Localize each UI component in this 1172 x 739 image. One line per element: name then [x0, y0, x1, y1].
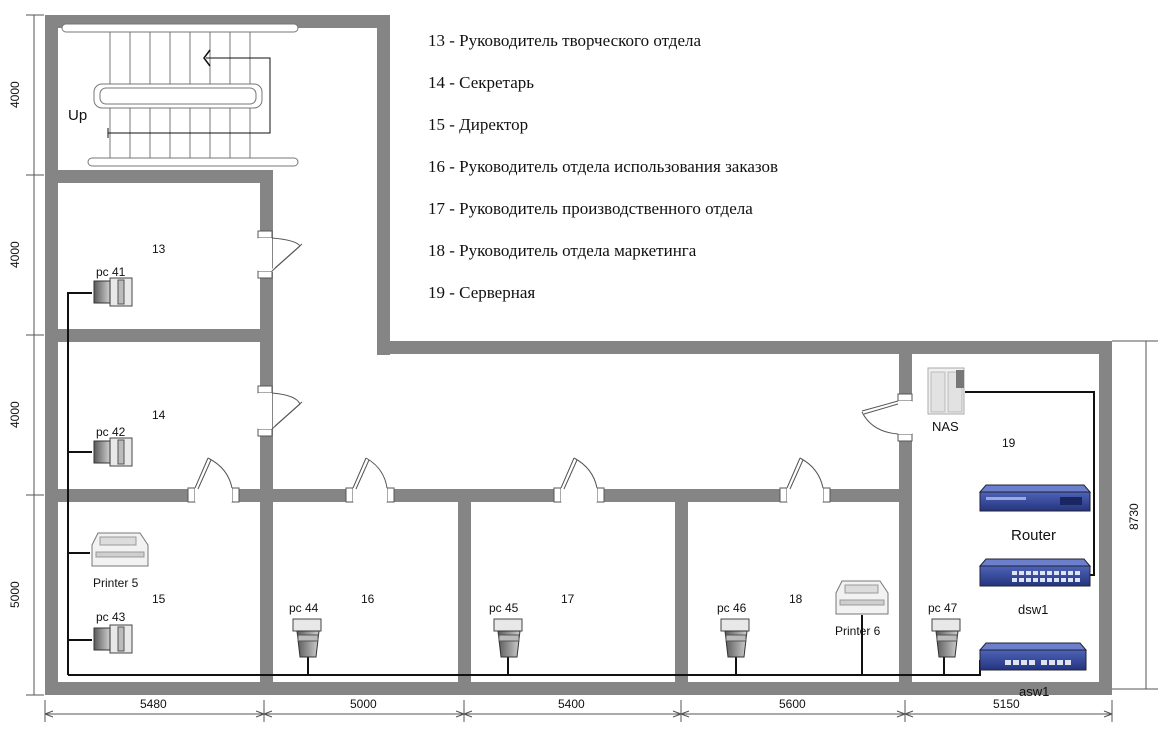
pc-44[interactable]: [289, 601, 321, 657]
wall-outer-bottom: [45, 682, 1112, 695]
nas-device[interactable]: [928, 368, 964, 434]
legend-item-16: 16 - Руководитель отдела использования заказов: [428, 157, 779, 176]
door-14: [258, 386, 302, 436]
room-13-number: 13: [152, 242, 166, 256]
room-18-number: 18: [789, 592, 803, 606]
pc-45-label: pc 45: [489, 601, 519, 615]
door-16: [346, 458, 394, 502]
pc-42[interactable]: [94, 425, 132, 466]
pc-43[interactable]: [94, 610, 132, 653]
door-15: [188, 458, 239, 502]
router-label: Router: [1011, 527, 1057, 544]
dim-left-4: 5000: [8, 581, 22, 608]
stairs-label: Up: [68, 107, 88, 124]
legend-item-14: 14 - Секретарь: [428, 73, 534, 92]
asw1-label: asw1: [1019, 684, 1050, 699]
wall-corridor-top: [377, 341, 1112, 354]
dsw1-label: dsw1: [1018, 602, 1049, 617]
room-14-number: 14: [152, 408, 166, 422]
pc-45[interactable]: [489, 601, 522, 657]
door-13: [258, 231, 302, 278]
room-17-number: 17: [561, 592, 575, 606]
dim-left-3: 4000: [8, 401, 22, 428]
printer-6[interactable]: [835, 581, 888, 638]
wall-16-17: [458, 489, 471, 695]
legend-item-18: 18 - Руководитель отдела маркетинга: [428, 241, 697, 260]
wall-stair-bottom: [45, 170, 273, 183]
room-16-number: 16: [361, 592, 375, 606]
dim-left-1: 4000: [8, 81, 22, 108]
walls: [45, 15, 1112, 695]
doors: [188, 231, 912, 502]
dim-left-2: 4000: [8, 241, 22, 268]
wall-stair-right: [377, 15, 390, 355]
printer-5-label: Printer 5: [93, 576, 139, 590]
staircase: [62, 24, 298, 166]
router-device[interactable]: [980, 485, 1090, 544]
room-19-number: 19: [1002, 436, 1016, 450]
dimensions: [8, 15, 1158, 722]
room-numbers: [152, 242, 1016, 606]
pc-47[interactable]: [928, 601, 960, 657]
pc-43-label: pc 43: [96, 610, 126, 624]
dim-bottom-2: 5000: [350, 697, 377, 711]
legend-item-17: 17 - Руководитель производственного отдела: [428, 199, 753, 218]
pc-46[interactable]: [717, 601, 749, 657]
dim-bottom-4: 5600: [779, 697, 806, 711]
dim-bottom-3: 5400: [558, 697, 585, 711]
dsw1-switch[interactable]: [980, 559, 1090, 617]
door-17: [554, 458, 604, 502]
pc-42-label: pc 42: [96, 425, 126, 439]
legend: [428, 31, 778, 302]
printer-5[interactable]: [92, 533, 148, 590]
legend-item-19: 19 - Серверная: [428, 283, 536, 302]
nas-label: NAS: [932, 419, 959, 434]
pc-41-label: pc 41: [96, 265, 126, 279]
pc-44-label: pc 44: [289, 601, 319, 615]
wall-outer-left: [45, 15, 58, 695]
dim-bottom-1: 5480: [140, 697, 167, 711]
pc-41[interactable]: [94, 265, 132, 306]
wall-17-18: [675, 489, 688, 695]
pc-46-label: pc 46: [717, 601, 747, 615]
pc-47-label: pc 47: [928, 601, 958, 615]
printer-6-label: Printer 6: [835, 624, 881, 638]
dim-right: 8730: [1127, 503, 1141, 530]
legend-item-13: 13 - Руководитель творческого отдела: [428, 31, 702, 50]
room-15-number: 15: [152, 592, 166, 606]
wall-13-14: [45, 329, 273, 342]
door-19: [862, 394, 912, 441]
dim-bottom-5: 5150: [993, 697, 1020, 711]
wall-outer-right: [1099, 341, 1112, 695]
door-18: [780, 458, 830, 502]
legend-item-15: 15 - Директор: [428, 115, 529, 134]
